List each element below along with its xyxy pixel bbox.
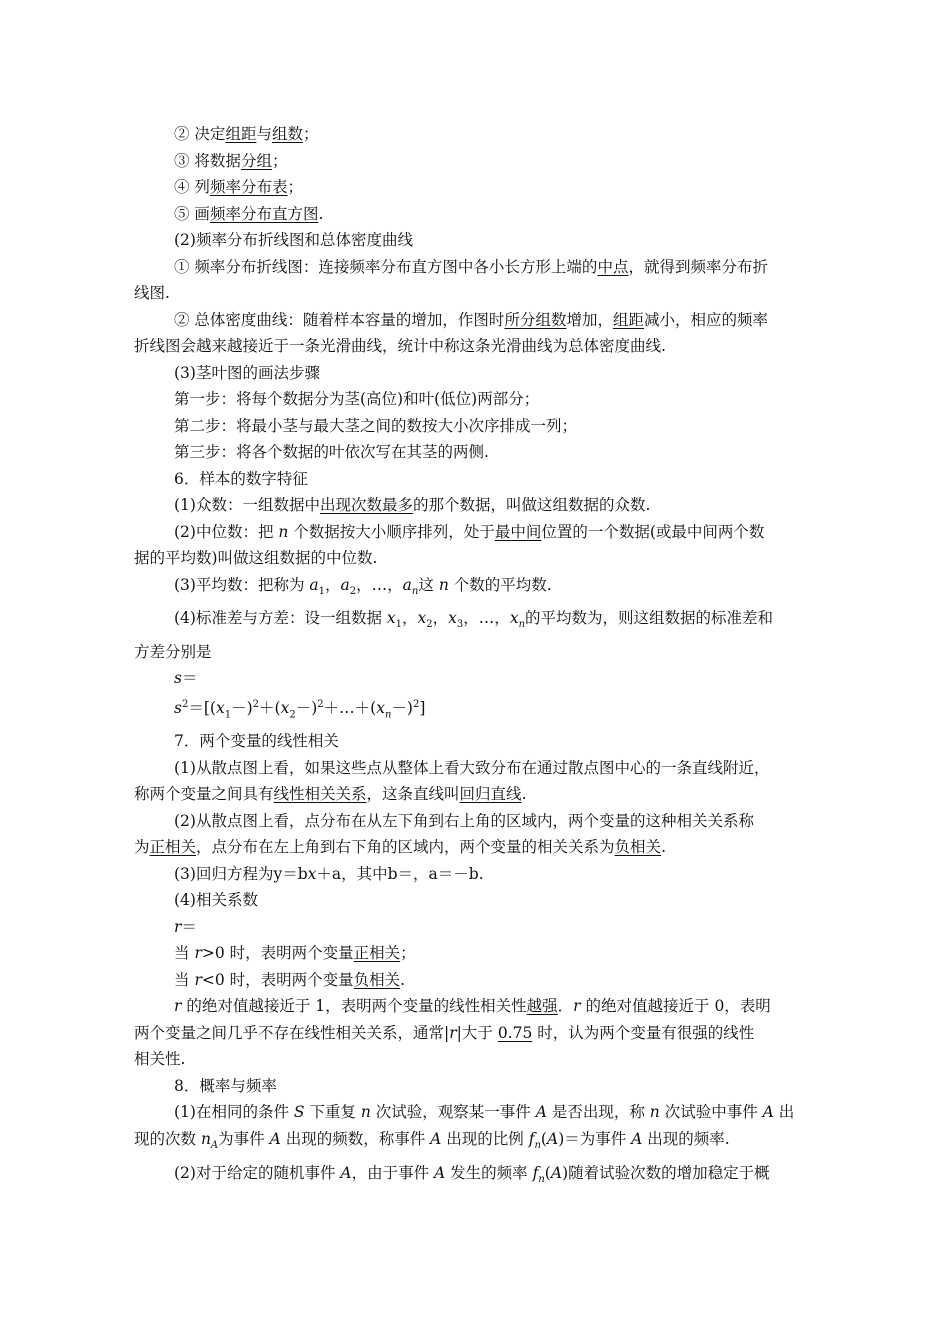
text-run: 时，认为两个变量有很强的线性 (532, 1023, 755, 1042)
text-run: A (535, 1103, 547, 1122)
superscript: 2 (252, 698, 260, 710)
text-run: 8．概率与频率 (174, 1076, 277, 1095)
text-run: 的那个数据，叫做这组数据的众数. (412, 496, 651, 514)
text-run: ＋( (259, 698, 281, 717)
underlined-answer: 中点 (597, 257, 629, 276)
subscript: 2 (426, 619, 433, 631)
text-run: (3)平均数：把称为 (174, 575, 310, 594)
text-run: ＋a，其中b＝，a＝－b. (316, 864, 484, 883)
text-run: (1)在相同的条件 (174, 1103, 294, 1122)
text-line (134, 639, 820, 666)
underlined-answer: 组距 (225, 125, 257, 143)
text-run: 据的平均数)叫做这组数据的中位数. (134, 549, 378, 567)
text-run: (2)对于给定的随机事件 (174, 1163, 341, 1182)
text-run: x (280, 698, 290, 717)
text-run: 折线图会越来越接近于一条光滑曲线，统计中称这条光滑曲线为总体密度曲线. (134, 337, 666, 355)
text-run: . (661, 838, 666, 857)
subscript: 1 (224, 708, 232, 720)
subscript: 2 (289, 708, 296, 720)
subscript: n (538, 1173, 545, 1185)
text-line (134, 1020, 820, 1047)
underlined-answer: 越强 (526, 997, 558, 1016)
text-run: x (386, 609, 396, 628)
text-run: 减小，相应的频率 (643, 310, 768, 329)
text-run: ＝ (181, 669, 198, 688)
text-run: ，点分布在左上角到右下角的区域内，两个变量的相关关系为 (196, 838, 615, 857)
text-run: 次试验中事件 (659, 1103, 763, 1122)
text-run: －) (295, 698, 318, 717)
text-run: A (434, 1163, 446, 1182)
text-run: (1)众数：一组数据中 (174, 496, 320, 514)
text-run: s (174, 698, 182, 717)
underlined-answer: 负相关 (353, 970, 401, 989)
text-run: ③ 将数据 (174, 151, 241, 170)
text-run: 的平均数为，则这组数据的标准差和 (525, 609, 774, 628)
underlined-answer: 组数 (271, 125, 303, 143)
subscript: n (411, 585, 419, 597)
subscript: n (384, 708, 392, 720)
text-line (134, 781, 820, 808)
text-run: ④ 列 (174, 178, 210, 196)
superscript: 2 (317, 698, 324, 710)
subscript: A (210, 1140, 219, 1152)
text-run: ( (540, 1129, 547, 1148)
subscript: n (518, 619, 526, 631)
underlined-answer: 所分组数 (504, 310, 567, 329)
text-run: . (521, 785, 527, 804)
text-run: ② 总体密度曲线：随着样本容量的增加，作图时 (174, 310, 505, 329)
text-run: n (200, 1129, 211, 1148)
text-run: . (400, 970, 406, 989)
text-run: n (649, 1103, 660, 1122)
text-line (134, 834, 820, 861)
document-body (134, 121, 820, 1193)
superscript: 2 (412, 698, 420, 710)
text-line (134, 466, 820, 493)
text-line (134, 692, 820, 729)
text-run: 次试验，观察某一事件 (370, 1103, 536, 1122)
text-run: 个数据按大小顺序排列，处于 (288, 522, 495, 541)
text-line (134, 1126, 820, 1160)
text-run: ，…， (463, 609, 510, 628)
text-run: ， (325, 575, 341, 594)
text-run: x (509, 609, 519, 628)
text-line (134, 148, 820, 175)
text-run: x (376, 698, 385, 717)
underlined-answer: 频率分布直方图 (209, 204, 319, 223)
text-run: ② 决定 (174, 125, 226, 143)
underlined-answer: 分组 (240, 151, 272, 170)
text-run: ，就得到频率分布折 (628, 257, 768, 276)
text-line (134, 572, 820, 606)
text-run: ，这条直线叫 (366, 785, 460, 804)
text-line (134, 174, 820, 201)
text-line (134, 201, 820, 228)
text-line (134, 665, 820, 692)
text-line (134, 519, 820, 546)
text-line (134, 227, 820, 254)
text-run: (1)从散点图上看，如果这些点从整体上看大致分布在通过散点图中心的一条直线附近， (174, 758, 770, 777)
text-run: f (532, 1163, 539, 1182)
text-run: 这 (418, 575, 439, 594)
text-run: S (293, 1103, 305, 1122)
text-run: 相关性. (134, 1050, 186, 1069)
text-run: x (417, 609, 427, 628)
text-run: a (309, 575, 319, 594)
text-line (134, 1073, 820, 1100)
text-run: 两个变量之间几乎不存在线性相关关系，通常| (134, 1023, 450, 1042)
underlined-answer: 0.75 (497, 1023, 533, 1042)
text-run: . (318, 204, 324, 223)
text-run: 现的次数 (134, 1129, 201, 1148)
text-run: a (340, 575, 350, 594)
text-run: 与 (256, 125, 272, 143)
text-run: 方差分别是 (134, 642, 212, 661)
text-run: |大于 (456, 1023, 498, 1042)
text-run: 是否出现，称 (546, 1103, 650, 1122)
text-run: 第三步：将各个数据的叶依次写在其茎的两侧. (174, 443, 489, 461)
text-run: )随着试验次数的增加稳定于概 (562, 1163, 770, 1182)
text-run: r (174, 997, 182, 1016)
text-run: 称两个变量之间具有 (134, 785, 274, 804)
text-run: n (278, 522, 289, 541)
text-line (134, 333, 820, 360)
subscript: 3 (456, 619, 464, 631)
text-run: ＝[( (188, 698, 216, 717)
text-run: ＝ (181, 917, 197, 936)
text-run: x (448, 609, 457, 628)
text-run: s (174, 669, 182, 688)
text-line (134, 307, 820, 334)
text-run: (3)茎叶图的画法步骤 (174, 363, 320, 382)
text-run: 出 (773, 1103, 795, 1122)
text-run: n (438, 575, 449, 594)
text-line (134, 413, 820, 440)
text-run: ，由于事件 (351, 1163, 435, 1182)
text-run: r (194, 944, 202, 963)
text-run: A (546, 1129, 559, 1148)
text-run: <0 时，表明两个变量 (201, 970, 354, 989)
text-line (134, 940, 820, 967)
text-run: 为 (134, 838, 150, 857)
text-line (134, 755, 820, 782)
text-line (134, 728, 820, 755)
text-run: ] (419, 698, 426, 717)
text-run: x (215, 698, 225, 717)
text-run: A (631, 1129, 643, 1148)
text-run: 当 (174, 970, 195, 989)
text-line (134, 861, 820, 888)
text-run: 出现的比例 (441, 1129, 529, 1148)
text-run: ⑤ 画 (174, 204, 210, 223)
text-run: A (340, 1163, 352, 1182)
text-run: 增加， (566, 310, 613, 329)
text-line (134, 887, 820, 914)
text-run: A (430, 1129, 442, 1148)
text-run: (2)从散点图上看，点分布在从左下角到右上角的区域内，两个变量的这种相关关系称 (174, 811, 754, 830)
text-run: －) (231, 698, 253, 717)
underlined-answer: 正相关 (149, 838, 197, 857)
text-run: (2)频率分布折线图和总体密度曲线 (174, 231, 413, 249)
text-run: A (269, 1129, 281, 1148)
text-line (134, 439, 820, 466)
text-run: ， (402, 609, 418, 628)
subscript: 2 (349, 585, 357, 597)
underlined-answer: 出现次数最多 (319, 496, 413, 514)
text-run: 的绝对值越接近于 1，表明两个变量的线性相关性 (181, 997, 527, 1016)
text-run: 6．样本的数字特征 (174, 469, 308, 488)
text-run: ① 频率分布折线图：连接频率分布直方图中各小长方形上端的 (174, 257, 598, 276)
underlined-answer: 回归直线 (459, 785, 522, 804)
text-run: ； (271, 151, 288, 170)
text-run: ，…， (356, 575, 403, 594)
text-run: >0 时，表明两个变量 (201, 944, 354, 963)
text-run: r (174, 917, 182, 936)
subscript: 1 (318, 585, 326, 597)
text-line (134, 386, 820, 413)
text-run: 7．两个变量的线性相关 (174, 732, 339, 751)
text-run: 第一步：将每个数据分为茎(高位)和叶(低位)两部分； (174, 390, 540, 408)
text-run: (3)回归方程为y＝b (174, 864, 308, 883)
text-run: 个数的平均数. (448, 575, 552, 594)
text-run: r (573, 997, 581, 1016)
text-run: (4)标准差与方差：设一组数据 (174, 609, 387, 628)
text-run: ． (557, 997, 574, 1016)
text-run: 第二步：将最小茎与最大茎之间的数按大小次序排成一列； (174, 416, 578, 435)
text-run: r (194, 970, 202, 989)
text-run: r (449, 1023, 457, 1042)
subscript: 1 (395, 619, 403, 631)
text-line (134, 993, 820, 1020)
text-line (134, 280, 820, 307)
text-run: 位置的一个数据(或最中间两个数 (541, 522, 765, 541)
text-run: 发生的频率 (445, 1163, 533, 1182)
text-line (134, 360, 820, 387)
text-run: A (550, 1163, 563, 1182)
text-line (134, 492, 820, 519)
text-run: f (528, 1129, 535, 1148)
text-line (134, 605, 820, 639)
text-line (134, 967, 820, 994)
underlined-answer: 线性相关关系 (273, 785, 367, 804)
text-run: ； (400, 944, 416, 963)
underlined-answer: 组距 (612, 310, 644, 329)
text-run: (4)相关系数 (174, 891, 258, 910)
text-run: ， (432, 609, 449, 628)
text-line (134, 545, 820, 572)
text-run: 的绝对值越接近于 0，表明 (580, 997, 771, 1016)
text-run: 出现的频率. (642, 1129, 730, 1148)
text-run: (2)中位数：把 (174, 522, 279, 541)
text-run: 下重复 (304, 1103, 361, 1122)
superscript: 2 (181, 698, 189, 710)
text-run: 线图. (134, 284, 170, 302)
text-run: ＋…＋( (323, 698, 377, 717)
text-line (134, 1046, 820, 1073)
text-run: 当 (174, 944, 195, 963)
text-line (134, 254, 820, 281)
text-run: a (402, 575, 412, 594)
underlined-answer: 负相关 (614, 838, 662, 857)
underlined-answer: 正相关 (353, 944, 401, 963)
text-run: ( (544, 1163, 551, 1182)
text-run: )＝为事件 (558, 1129, 632, 1148)
text-run: A (762, 1103, 774, 1122)
text-run: 出现的频数，称事件 (280, 1129, 431, 1148)
text-run: －) (391, 698, 413, 717)
text-line (134, 1099, 820, 1126)
text-line (134, 1160, 820, 1194)
subscript: n (534, 1140, 541, 1152)
text-line (134, 808, 820, 835)
text-run: n (360, 1103, 371, 1122)
text-line (134, 121, 820, 148)
underlined-answer: 最中间 (494, 522, 542, 541)
text-line (134, 914, 820, 941)
text-run: x (307, 864, 317, 883)
underlined-answer: 频率分布表 (209, 178, 288, 196)
text-run: 为事件 (218, 1129, 270, 1148)
text-run: ； (302, 125, 319, 143)
text-run: ； (287, 178, 303, 196)
